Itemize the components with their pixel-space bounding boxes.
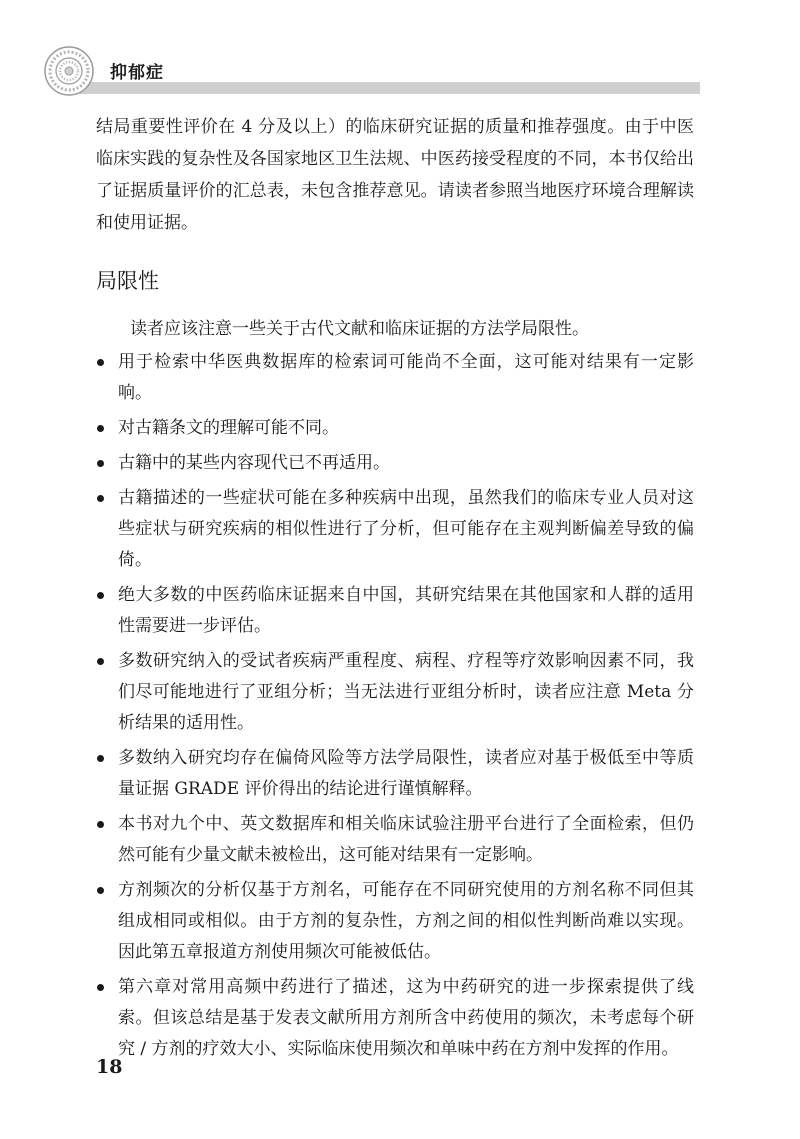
bullet-icon <box>97 821 104 828</box>
list-item-text: 多数纳入研究均存在偏倚风险等方法学局限性，读者应对基于极低至中等质量证据 GRADE 评价得出的结论进行谨慎解释。 <box>118 748 694 799</box>
bullet-icon <box>97 425 104 432</box>
list-item-text: 多数研究纳入的受试者疾病严重程度、病程、疗程等疗效影响因素不同，我们尽可能地进行了亚组分析；当无法进行亚组分析时，读者应注意 Meta 分析结果的适用性。 <box>118 651 694 733</box>
bullet-icon <box>97 658 104 665</box>
list-item <box>96 646 694 739</box>
page-number: 18 <box>96 1056 123 1078</box>
list-item-text: 本书对九个中、英文数据库和相关临床试验注册平台进行了全面检索，但仍然可能有少量文献未被检出，这可能对结果有一定影响。 <box>118 814 694 865</box>
list-item-text: 古籍中的某些内容现代已不再适用。 <box>118 453 390 473</box>
list-item <box>96 743 694 805</box>
header-title: 抑郁症 <box>110 63 164 83</box>
page-body <box>96 111 694 1069</box>
bullet-icon <box>97 887 104 894</box>
list-item-text: 用于检索中华医典数据库的检索词可能尚不全面，这可能对结果有一定影响。 <box>118 352 694 403</box>
list-item <box>96 580 694 642</box>
section-intro: 读者应该注意一些关于古代文献和临床证据的方法学局限性。 <box>130 319 589 339</box>
bullet-icon <box>97 359 104 366</box>
list-item-text: 绝大多数的中医药临床证据来自中国，其研究结果在其他国家和人群的适用性需要进一步评估。 <box>118 585 694 636</box>
running-header <box>44 46 700 102</box>
list-item <box>96 483 694 576</box>
list-item-text: 对古籍条文的理解可能不同。 <box>118 418 339 438</box>
list-item <box>96 448 694 479</box>
ornament-icon <box>44 46 94 96</box>
bullet-icon <box>97 495 104 502</box>
bullet-icon <box>97 755 104 762</box>
list-item-text: 第六章对常用高频中药进行了描述，这为中药研究的进一步探索提供了线索。但该总结是基于发表文献所用方剂所含中药使用的频次，未考虑每个研究 / 方剂的疗效大小、实际临床使用频次和单味中药在方剂中发挥的作用。 <box>118 977 694 1059</box>
continuation-paragraph: 结局重要性评价在 4 分及以上）的临床研究证据的质量和推荐强度。由于中医临床实践的复杂性及各国家地区卫生法规、中医药接受程度的不同，本书仅给出了证据质量评价的汇总表，未包含推荐意见。请读者参照当地医疗环境合理解读和使用证据。 <box>96 117 694 233</box>
bullet-icon <box>97 460 104 467</box>
list-item <box>96 347 694 409</box>
limitations-list <box>96 347 694 1065</box>
list-item-text: 方剂频次的分析仅基于方剂名，可能存在不同研究使用的方剂名称不同但其组成相同或相似。由于方剂的复杂性，方剂之间的相似性判断尚难以实现。因此第五章报道方剂使用频次可能被低估。 <box>118 880 694 962</box>
header-bar <box>80 82 700 94</box>
bullet-icon <box>97 984 104 991</box>
list-item <box>96 413 694 444</box>
list-item <box>96 972 694 1065</box>
bullet-icon <box>97 592 104 599</box>
list-item <box>96 875 694 968</box>
list-item-text: 古籍描述的一些症状可能在多种疾病中出现，虽然我们的临床专业人员对这些症状与研究疾病的相似性进行了分析，但可能存在主观判断偏差导致的偏倚。 <box>118 488 694 570</box>
list-item <box>96 809 694 871</box>
section-title: 局限性 <box>96 269 159 293</box>
